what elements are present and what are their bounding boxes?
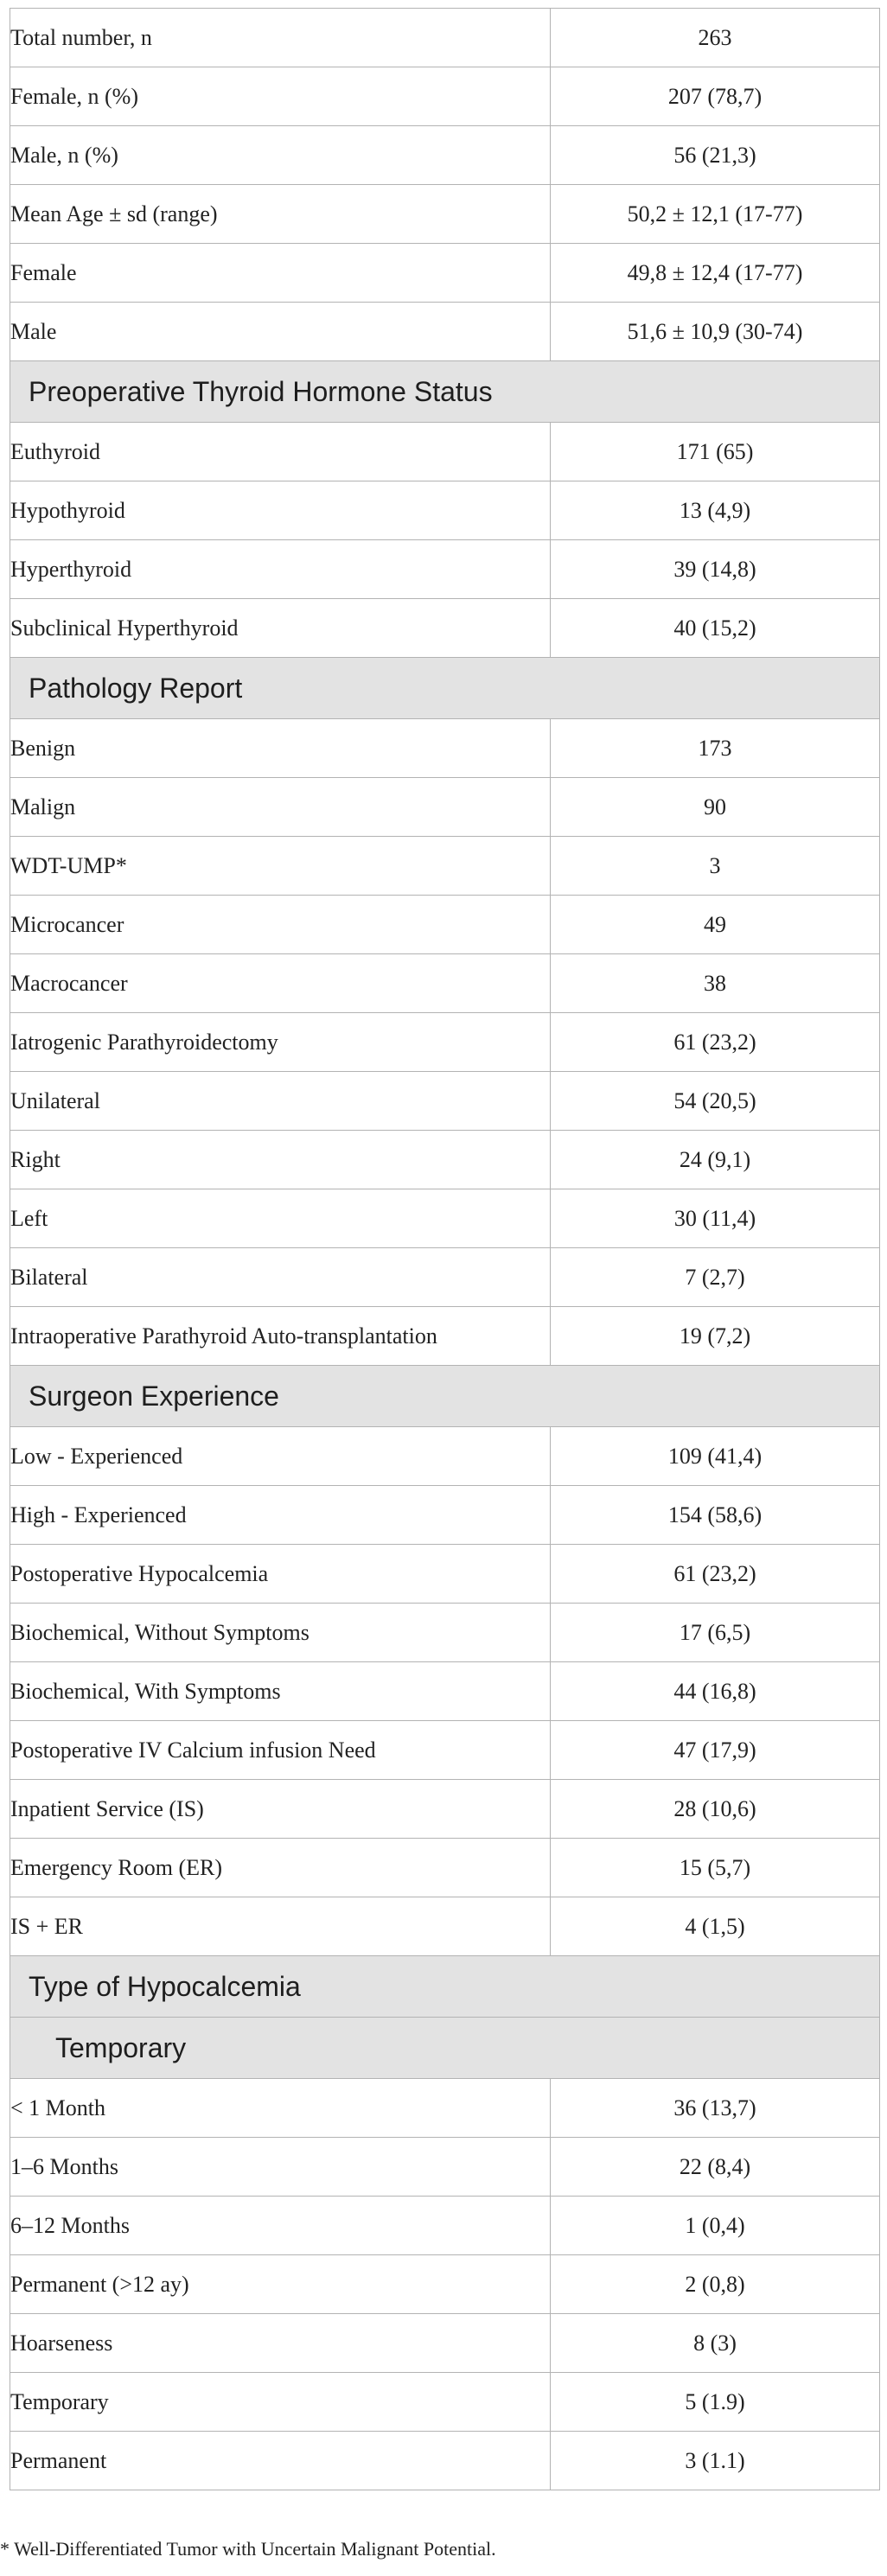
- row-label: Permanent: [10, 2432, 551, 2490]
- row-label: Euthyroid: [10, 423, 551, 481]
- row-label: 1–6 Months: [10, 2138, 551, 2197]
- row-label: Microcancer: [10, 896, 551, 954]
- row-label: Benign: [10, 719, 551, 778]
- row-label: Bilateral: [10, 1248, 551, 1307]
- table-row: [10, 481, 880, 540]
- row-label: Mean Age ± sd (range): [10, 185, 551, 244]
- row-value: 17 (6,5): [551, 1604, 880, 1662]
- table-row: [10, 1604, 880, 1662]
- row-label: Temporary: [10, 2373, 551, 2432]
- row-label: Emergency Room (ER): [10, 1839, 551, 1897]
- row-value: 56 (21,3): [551, 126, 880, 185]
- row-label: Male: [10, 303, 551, 361]
- row-label: Macrocancer: [10, 954, 551, 1013]
- row-value: 40 (15,2): [551, 599, 880, 658]
- row-value: 39 (14,8): [551, 540, 880, 599]
- section-header-label: Surgeon Experience: [10, 1366, 880, 1427]
- row-value: 51,6 ± 10,9 (30-74): [551, 303, 880, 361]
- row-value: 44 (16,8): [551, 1662, 880, 1721]
- table-row: [10, 837, 880, 896]
- row-value: 8 (3): [551, 2314, 880, 2373]
- table-row: [10, 67, 880, 126]
- row-label: Hoarseness: [10, 2314, 551, 2373]
- row-value: 50,2 ± 12,1 (17-77): [551, 185, 880, 244]
- row-label: Female, n (%): [10, 67, 551, 126]
- table-row: [10, 244, 880, 303]
- table-row: [10, 1248, 880, 1307]
- row-value: 4 (1,5): [551, 1897, 880, 1956]
- table-body: [10, 9, 880, 2490]
- row-value: 61 (23,2): [551, 1013, 880, 1072]
- table-row: [10, 1839, 880, 1897]
- table-row: [10, 2197, 880, 2255]
- table-row: [10, 540, 880, 599]
- row-value: 28 (10,6): [551, 1780, 880, 1839]
- row-value: 3: [551, 837, 880, 896]
- row-value: 109 (41,4): [551, 1427, 880, 1486]
- row-value: 173: [551, 719, 880, 778]
- table-row: [10, 185, 880, 244]
- table-row: [10, 1307, 880, 1366]
- table-row: [10, 1486, 880, 1545]
- table-row: [10, 599, 880, 658]
- row-label: Female: [10, 244, 551, 303]
- row-label: High - Experienced: [10, 1486, 551, 1545]
- row-value: 15 (5,7): [551, 1839, 880, 1897]
- table-row: [10, 9, 880, 67]
- section-header-row: [10, 658, 880, 719]
- row-label: Biochemical, With Symptoms: [10, 1662, 551, 1721]
- table-row: [10, 1897, 880, 1956]
- table-row: [10, 1427, 880, 1486]
- row-label: Hypothyroid: [10, 481, 551, 540]
- row-label: WDT-UMP*: [10, 837, 551, 896]
- row-value: 207 (78,7): [551, 67, 880, 126]
- section-header-label: Preoperative Thyroid Hormone Status: [10, 361, 880, 423]
- table-row: [10, 1189, 880, 1248]
- row-value: 47 (17,9): [551, 1721, 880, 1780]
- row-label: Permanent (>12 ay): [10, 2255, 551, 2314]
- section-header-row: [10, 2018, 880, 2079]
- row-value: 19 (7,2): [551, 1307, 880, 1366]
- table-row: [10, 1545, 880, 1604]
- row-value: 49: [551, 896, 880, 954]
- table-row: [10, 719, 880, 778]
- row-value: 3 (1.1): [551, 2432, 880, 2490]
- row-value: 38: [551, 954, 880, 1013]
- row-label: Inpatient Service (IS): [10, 1780, 551, 1839]
- row-value: 154 (58,6): [551, 1486, 880, 1545]
- row-label: Right: [10, 1131, 551, 1189]
- row-label: Hyperthyroid: [10, 540, 551, 599]
- section-header-label: Temporary: [10, 2018, 880, 2079]
- table-row: [10, 1072, 880, 1131]
- table-row: [10, 778, 880, 837]
- section-header-label: Pathology Report: [10, 658, 880, 719]
- table-row: [10, 2373, 880, 2432]
- row-value: 7 (2,7): [551, 1248, 880, 1307]
- table-row: [10, 423, 880, 481]
- row-value: 22 (8,4): [551, 2138, 880, 2197]
- section-header-label: Type of Hypocalcemia: [10, 1956, 880, 2018]
- row-value: 171 (65): [551, 423, 880, 481]
- table-row: [10, 2314, 880, 2373]
- row-label: Unilateral: [10, 1072, 551, 1131]
- row-value: 90: [551, 778, 880, 837]
- row-value: 13 (4,9): [551, 481, 880, 540]
- table-row: [10, 1013, 880, 1072]
- table-row: [10, 954, 880, 1013]
- row-label: Left: [10, 1189, 551, 1248]
- table-row: [10, 2079, 880, 2138]
- table-row: [10, 2138, 880, 2197]
- row-label: Malign: [10, 778, 551, 837]
- row-label: Subclinical Hyperthyroid: [10, 599, 551, 658]
- table-row: [10, 1721, 880, 1780]
- row-value: 30 (11,4): [551, 1189, 880, 1248]
- row-value: 5 (1.9): [551, 2373, 880, 2432]
- row-label: IS + ER: [10, 1897, 551, 1956]
- table-row: [10, 1131, 880, 1189]
- document-page: [10, 8, 879, 2490]
- row-label: Postoperative IV Calcium infusion Need: [10, 1721, 551, 1780]
- row-value: 61 (23,2): [551, 1545, 880, 1604]
- table-row: [10, 2255, 880, 2314]
- table-row: [10, 303, 880, 361]
- patient-characteristics-table: [10, 8, 880, 2490]
- table-row: [10, 2432, 880, 2490]
- row-label: Iatrogenic Parathyroidectomy: [10, 1013, 551, 1072]
- table-row: [10, 126, 880, 185]
- row-label: Biochemical, Without Symptoms: [10, 1604, 551, 1662]
- table-footnote: * Well-Differentiated Tumor with Uncertain Malignant Potential.: [0, 2538, 496, 2560]
- row-value: 24 (9,1): [551, 1131, 880, 1189]
- section-header-row: [10, 361, 880, 423]
- section-header-row: [10, 1956, 880, 2018]
- row-value: 49,8 ± 12,4 (17-77): [551, 244, 880, 303]
- row-value: 1 (0,4): [551, 2197, 880, 2255]
- row-value: 54 (20,5): [551, 1072, 880, 1131]
- table-row: [10, 1780, 880, 1839]
- row-label: 6–12 Months: [10, 2197, 551, 2255]
- table-row: [10, 1662, 880, 1721]
- row-label: < 1 Month: [10, 2079, 551, 2138]
- row-value: 263: [551, 9, 880, 67]
- row-value: 36 (13,7): [551, 2079, 880, 2138]
- row-label: Male, n (%): [10, 126, 551, 185]
- row-label: Postoperative Hypocalcemia: [10, 1545, 551, 1604]
- table-row: [10, 896, 880, 954]
- section-header-row: [10, 1366, 880, 1427]
- row-label: Low - Experienced: [10, 1427, 551, 1486]
- row-label: Intraoperative Parathyroid Auto-transplantation: [10, 1307, 551, 1366]
- row-label: Total number, n: [10, 9, 551, 67]
- row-value: 2 (0,8): [551, 2255, 880, 2314]
